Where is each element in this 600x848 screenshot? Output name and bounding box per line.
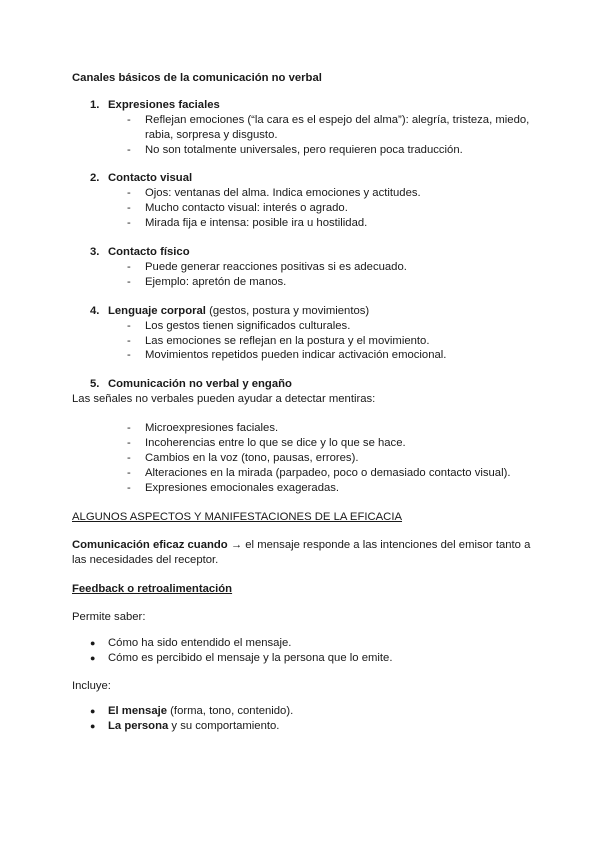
section-heading: Comunicación no verbal y engaño [108,378,292,390]
incluye-label: Incluye: [72,680,111,692]
list-item: Expresiones emocionales exageradas. [145,482,340,494]
list-dash: - [127,202,131,214]
section-number: 2. [90,172,100,184]
list-dash: - [127,482,131,494]
list-dash: - [127,261,131,273]
section-heading: Expresiones faciales [108,99,220,111]
item-text: (forma, tono, contenido). [167,705,294,717]
feedback-heading: Feedback o retroalimentación [72,583,233,595]
list-dash: - [127,467,131,479]
list-item: Cómo ha sido entendido el mensaje. [108,637,292,649]
item-bold: La persona [108,720,169,732]
efficacy-heading: ALGUNOS ASPECTOS Y MANIFESTACIONES DE LA EFICACIA [72,511,403,523]
bullet-icon: ● [90,706,96,716]
list-dash: - [127,422,131,434]
section-number: 4. [90,305,100,317]
list-item: Movimientos repetidos pueden indicar activación emocional. [145,349,447,361]
effective-line [72,538,530,552]
list-item [108,719,279,733]
section-heading: Contacto visual [108,172,193,184]
list-item [108,704,293,718]
list-item: Cómo es percibido el mensaje y la persona que lo emite. [108,652,393,664]
list-item: Reflejan emociones (“la cara es el espejo del alma”): alegría, tristeza, miedo, [145,114,530,126]
section-number: 5. [90,378,100,390]
list-dash: - [127,276,131,288]
list-dash: - [127,114,131,126]
permite-label: Permite saber: [72,611,146,623]
item-text: y su comportamiento. [168,720,280,732]
list-item: Puede generar reacciones positivas si es adecuado. [145,261,407,273]
section-heading: Contacto físico [108,246,190,258]
list-dash: - [127,320,131,332]
bullet-icon: ● [90,721,96,731]
effective-label: Comunicación eficaz cuando [72,539,228,551]
list-item: Las emociones se reflejan en la postura y el movimiento. [145,335,430,347]
section-heading: Lenguaje corporal [108,305,206,317]
list-item: Ojos: ventanas del alma. Indica emociones y actitudes. [145,187,421,199]
list-item: Cambios en la voz (tono, pausas, errores). [145,452,359,464]
list-item: Mucho contacto visual: interés o agrado. [145,202,348,214]
list-item: Microexpresiones faciales. [145,422,279,434]
section-intro: Las señales no verbales pueden ayudar a detectar mentiras: [72,393,376,405]
list-dash: - [127,349,131,361]
document-title: Canales básicos de la comunicación no verbal [72,72,322,84]
section-heading-extra: (gestos, postura y movimientos) [205,305,370,317]
section-number: 3. [90,246,100,258]
list-item-continuation: rabia, sorpresa y disgusto. [145,129,278,141]
bullet-icon: ● [90,638,96,648]
list-dash: - [127,187,131,199]
list-dash: - [127,335,131,347]
list-dash: - [127,437,131,449]
list-item: Ejemplo: apretón de manos. [145,276,287,288]
section-heading-line [108,304,369,318]
list-item: Mirada fija e intensa: posible ira u hostilidad. [145,217,368,229]
list-item: Alteraciones en la mirada (parpadeo, poco o demasiado contacto visual). [145,467,511,479]
list-item: Incoherencias entre lo que se dice y lo que se hace. [145,437,406,449]
bullet-icon: ● [90,653,96,663]
list-dash: - [127,217,131,229]
item-bold: El mensaje [108,705,168,717]
list-dash: - [127,144,131,156]
list-item: No son totalmente universales, pero requieren poca traducción. [145,144,463,156]
list-dash: - [127,452,131,464]
section-number: 1. [90,99,100,111]
list-item: Los gestos tienen significados culturales. [145,320,351,332]
effective-text: → el mensaje responde a las intenciones del emisor tanto a [227,539,531,551]
effective-line-2: las necesidades del receptor. [72,554,219,566]
